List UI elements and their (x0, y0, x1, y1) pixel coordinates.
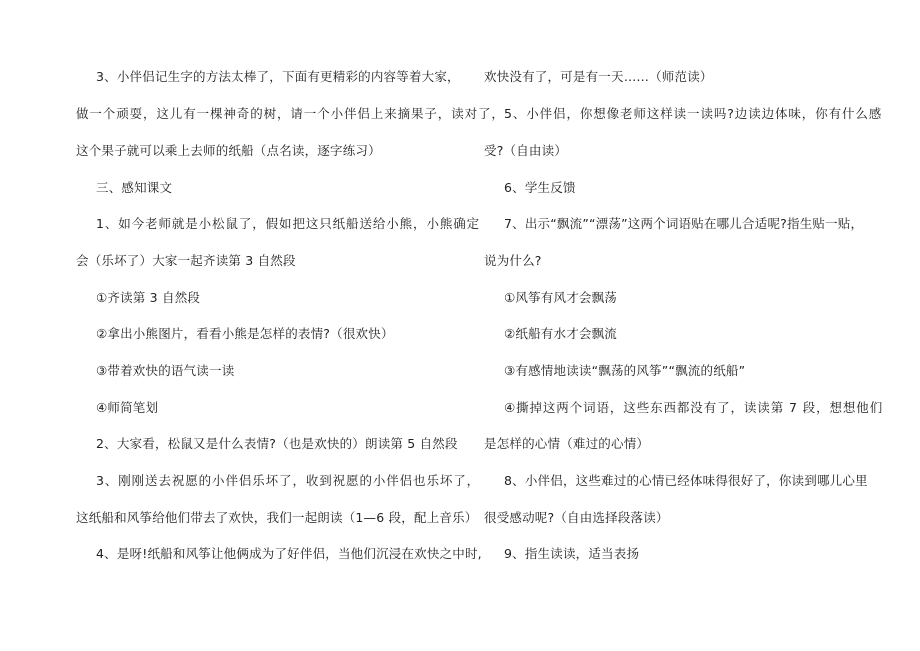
right-line-11: 是怎样的心情（难过的心情） (484, 436, 650, 451)
left-line-7: ①齐读第 3 自然段 (96, 290, 201, 305)
left-line-2: 做一个顽耍，这儿有一棵神奇的树，请一个小伴侣上来摘果子，读对了， (76, 106, 505, 121)
right-line-13: 很受感动呢?（自由选择段落读） (484, 510, 669, 525)
right-line-12: 8、小伴侣，这些难过的心情已经体味得很好了，你读到哪儿心里 (504, 473, 868, 488)
left-line-13: 这纸船和风筝给他们带去了欢快，我们一起朗读（1—6 段，配上音乐） (76, 510, 478, 525)
right-line-3: 受?（自由读） (484, 143, 568, 158)
left-line-11: 2、大家看，松鼠又是什么表情?（也是欢快的）朗读第 5 自然段 (96, 436, 458, 451)
right-line-4: 6、学生反馈 (504, 180, 576, 195)
right-line-7: ①风筝有风才会飘荡 (504, 290, 618, 305)
right-line-6: 说为什么? (484, 253, 542, 268)
right-line-2: 5、小伴侣，你想像老师这样读一读吗?边读边体味，你有什么感 (504, 106, 883, 121)
left-line-10: ④师简笔划 (96, 400, 159, 415)
right-line-1: 欢快没有了，可是有一天……（师范读） (484, 69, 713, 84)
left-line-8: ②拿出小熊图片，看看小熊是怎样的表情?（很欢快） (96, 326, 394, 341)
left-line-12: 3、刚刚送去祝愿的小伴侣乐坏了，收到祝愿的小伴侣也乐坏了， (96, 473, 481, 488)
left-line-6: 会（乐坏了）大家一起齐读第 3 自然段 (76, 253, 296, 268)
left-heading-3: 三、感知课文 (96, 180, 173, 195)
left-line-3: 这个果子就可以乘上去师的纸船（点名读，逐字练习） (76, 143, 381, 158)
left-line-14: 4、是呀!纸船和风筝让他俩成为了好伴侣，当他们沉浸在欢快之中时, (96, 546, 482, 561)
left-line-5: 1、如今老师就是小松鼠了，假如把这只纸船送给小熊，小熊确定 (96, 216, 481, 231)
right-line-8: ②纸船有水才会飘流 (504, 326, 618, 341)
left-line-1: 3、小伴侣记生字的方法太棒了，下面有更精彩的内容等着大家， (96, 69, 460, 84)
right-line-10: ④撕掉这两个词语，这些东西都没有了，读读第 7 段，想想他们 (504, 400, 884, 415)
right-line-9: ③有感情地读读“飘荡的风筝”“飘流的纸船” (504, 363, 746, 378)
right-line-14: 9、指生读读，适当表扬 (504, 546, 640, 561)
left-line-9: ③带着欢快的语气读一读 (96, 363, 235, 378)
right-line-5: 7、出示“飘流”“漂荡”这两个词语贴在哪儿合适呢?指生贴一贴， (504, 216, 864, 231)
